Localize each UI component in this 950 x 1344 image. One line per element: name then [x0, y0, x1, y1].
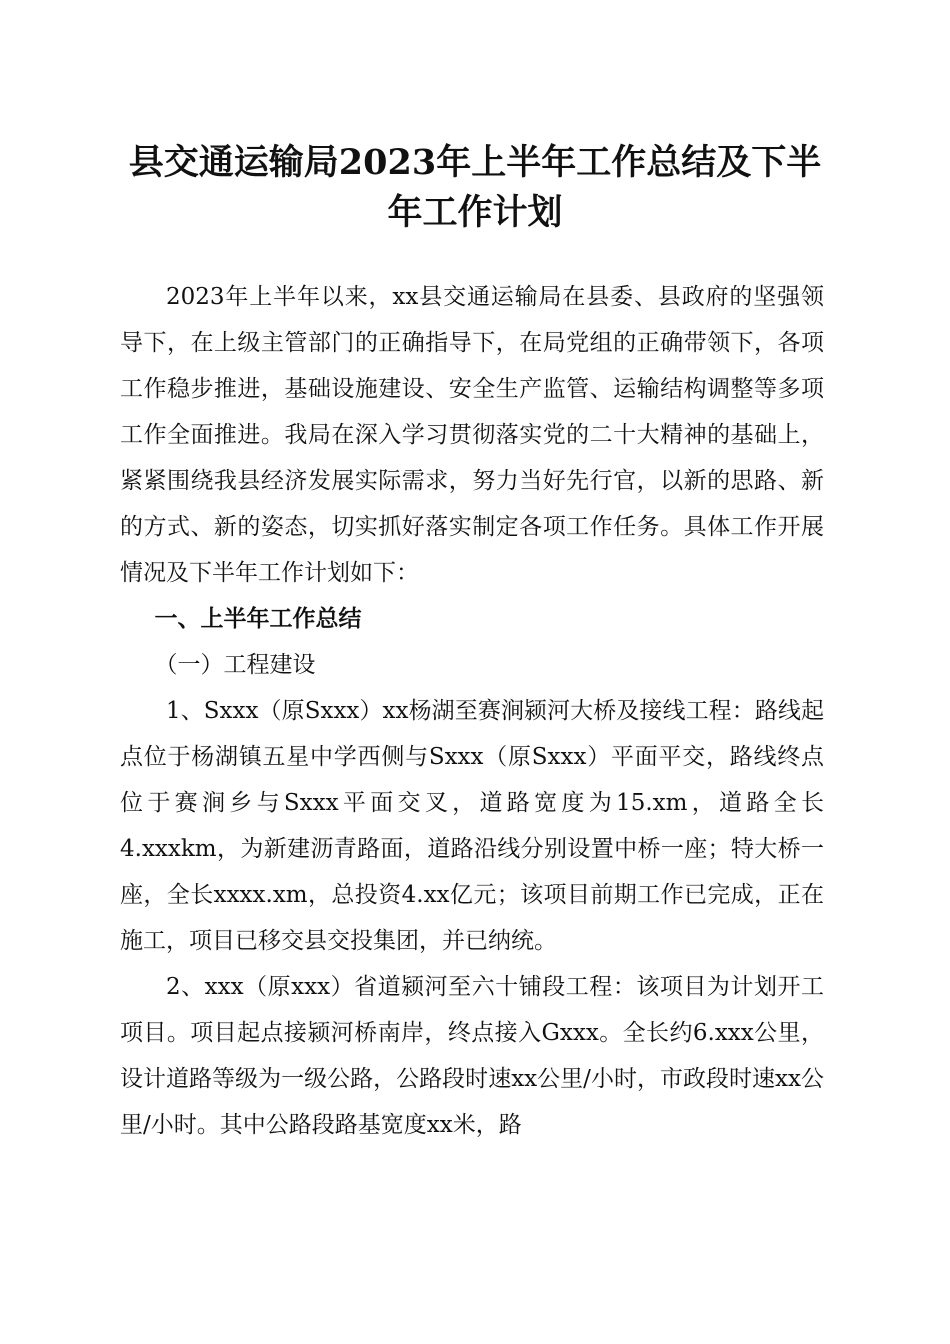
title-line-2: 年工作计划	[387, 192, 563, 233]
item-paragraph-1: 1、Sxxx（原Sxxx）xx杨湖至赛涧颍河大桥及接线工程：路线起点位于杨湖镇五星中学西侧与Sxxx（原Sxxx）平面平交，路线终点位于赛涧乡与Sxxx平面交叉，道路宽度为15.xm，道路全长4.xxxkm，为新建沥青路面，道路沿线分别设置中桥一座；特大桥一座，全长xxxx.xm，总投资4.xx亿元；该项目前期工作已完成，正在施工，项目已移交县交投集团，并已纳统。	[120, 698, 824, 954]
section-heading-summary: 一、上半年工作总结	[154, 606, 362, 632]
intro-paragraph: 2023年上半年以来，xx县交通运输局在县委、县政府的坚强领导下，在上级主管部门的正确指导下，在局党组的正确带领下，各项工作稳步推进，基础设施建设、安全生产监管、运输结构调整等多项工作全面推进。我局在深入学习贯彻落实党的二十大精神的基础上，紧紧围绕我县经济发展实际需求，努力当好先行官，以新的思路、新的方式、新的姿态，切实抓好落实制定各项工作任务。具体工作开展情况及下半年工作计划如下：	[120, 284, 824, 586]
document-body	[120, 274, 824, 1148]
item-paragraph-2: 2、xxx（原xxx）省道颍河至六十铺段工程：该项目为计划开工项目。项目起点接颍河桥南岸，终点接入Gxxx。全长约6.xxx公里，设计道路等级为一级公路，公路段时速xx公里/小时，市政段时速xx公里/小时。其中公路段路基宽度xx米，路	[120, 974, 824, 1138]
title-line-1: 县交通运输局2023年上半年工作总结及下半	[128, 142, 822, 183]
subsection-heading-construction: （一）工程建设	[154, 652, 316, 678]
document-title	[110, 138, 840, 238]
